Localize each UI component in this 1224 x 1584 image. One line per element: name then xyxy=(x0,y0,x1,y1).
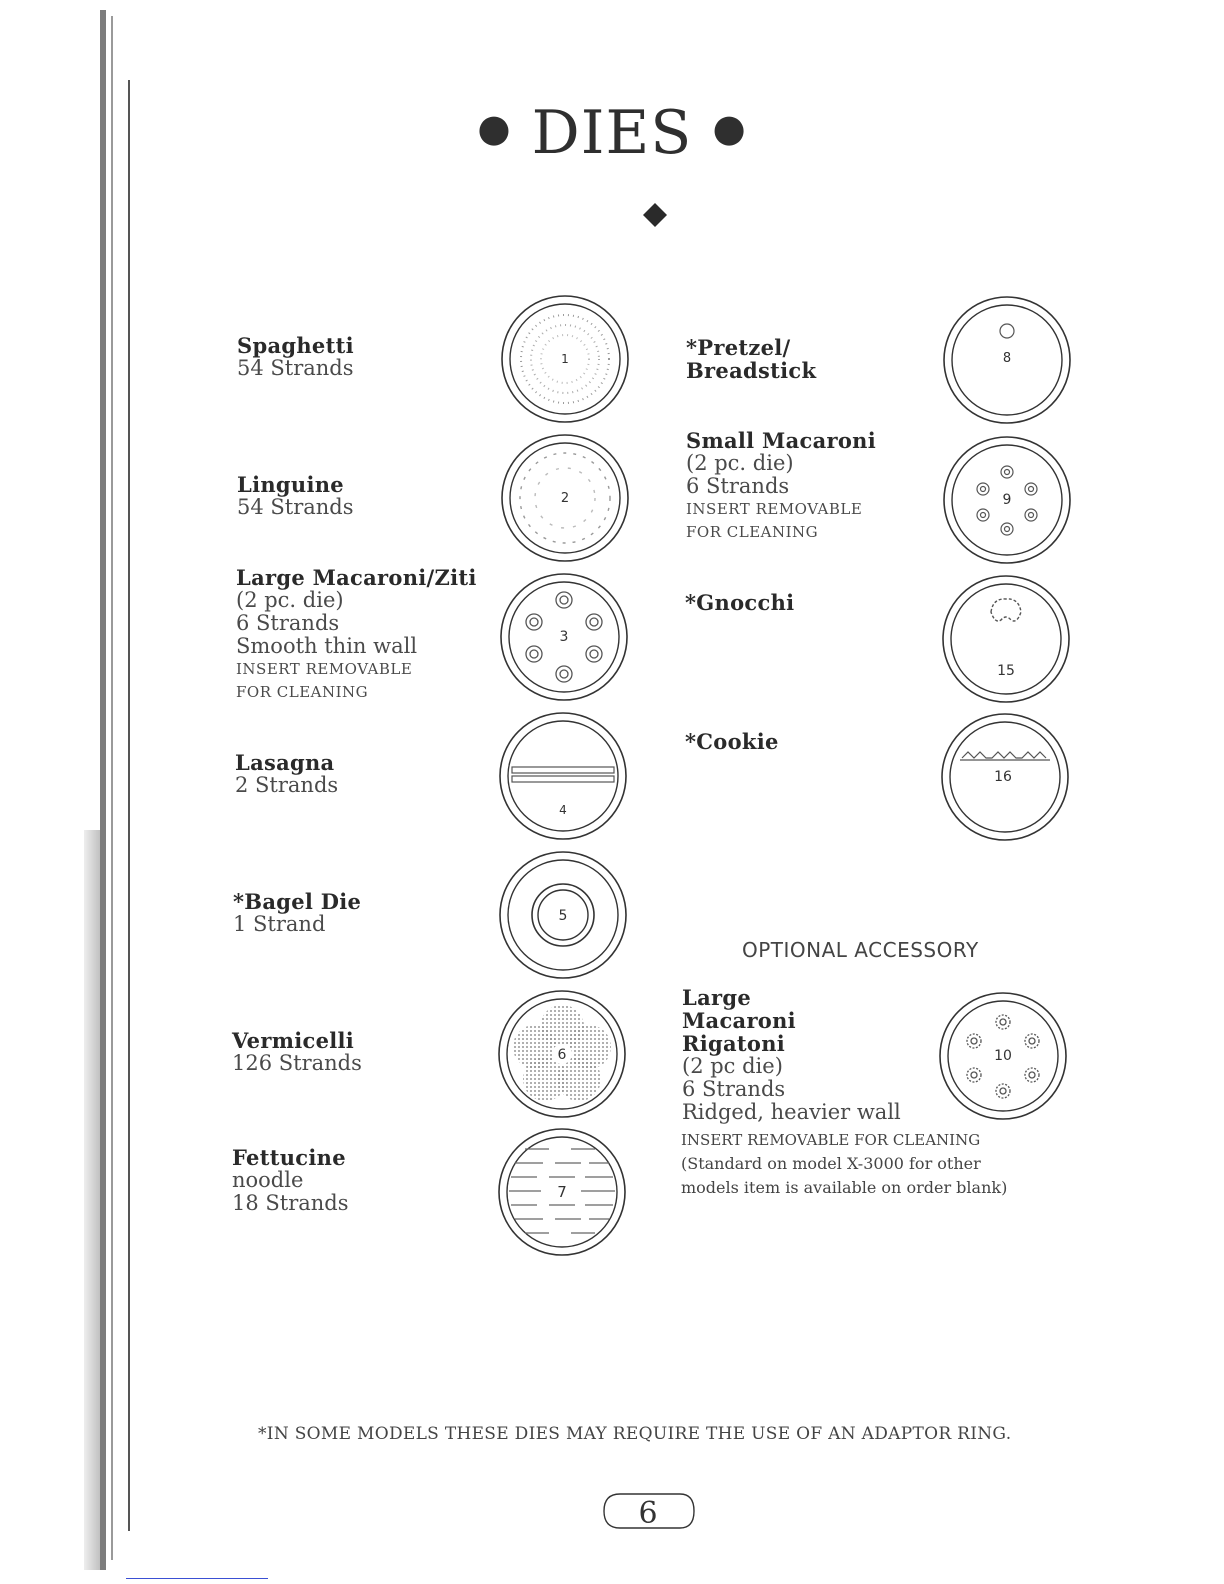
die-name: Lasagna xyxy=(235,750,335,775)
page-number xyxy=(600,1490,696,1532)
die-name: *Bagel Die xyxy=(233,889,362,914)
die-entry-pretzel: *Pretzel/ Breadstick xyxy=(686,335,817,383)
die-name: Spaghetti xyxy=(237,333,354,358)
svg-text:6: 6 xyxy=(557,1047,567,1063)
svg-text:5: 5 xyxy=(558,908,568,924)
die-name: Linguine xyxy=(237,472,344,497)
die-entry-small-macaroni: Small Macaroni (2 pc. die) 6 Strands INSERT REMOVABLE FOR CLEANING xyxy=(686,428,877,541)
svg-text:4: 4 xyxy=(559,803,567,817)
die-entry-rigatoni: Large Macaroni Rigatoni (2 pc die) 6 Strands Ridged, heavier wall xyxy=(682,985,901,1124)
die-name: Small Macaroni xyxy=(686,428,877,453)
die-2-linguine-icon xyxy=(500,433,630,563)
die-6-vermicelli-icon xyxy=(497,989,627,1119)
die-3-large-macaroni-icon xyxy=(499,572,629,702)
svg-text:3: 3 xyxy=(559,629,569,645)
die-entry-fettucine: Fettucine noodle 18 Strands xyxy=(232,1145,349,1215)
svg-text:10: 10 xyxy=(994,1048,1012,1064)
svg-text:9: 9 xyxy=(1002,492,1012,508)
die-entry-spaghetti: Spaghetti 54 Strands xyxy=(237,333,354,380)
die-name: *Pretzel/ xyxy=(686,335,791,360)
book-binding xyxy=(84,10,136,1570)
svg-text:1: 1 xyxy=(561,352,569,366)
svg-text:2: 2 xyxy=(560,491,570,506)
die-10-rigatoni-icon xyxy=(938,991,1068,1121)
diamond-ornament-icon xyxy=(643,203,667,227)
die-1-spaghetti-icon xyxy=(500,294,630,424)
rigatoni-note: INSERT REMOVABLE FOR CLEANING (Standard on model X-3000 for other models item is available on order blank) xyxy=(681,1131,1008,1197)
die-entry-gnocchi xyxy=(685,591,794,614)
die-name: Fettucine xyxy=(232,1145,346,1170)
die-9-small-macaroni-icon xyxy=(942,435,1072,565)
die-8-pretzel-icon xyxy=(942,295,1072,425)
die-7-fettucine-icon xyxy=(497,1127,627,1257)
svg-text:8: 8 xyxy=(1002,351,1012,366)
die-name: Large Macaroni/Ziti xyxy=(236,565,477,590)
die-15-gnocchi-icon xyxy=(941,574,1071,704)
adaptor-ring-footnote: *IN SOME MODELS THESE DIES MAY REQUIRE THE USE OF AN ADAPTOR RING. xyxy=(258,1424,1012,1444)
die-entry-cookie xyxy=(685,730,779,753)
die-name: *Gnocchi xyxy=(685,590,795,615)
svg-text:6: 6 xyxy=(638,1496,658,1531)
optional-accessory-heading: OPTIONAL ACCESSORY xyxy=(742,938,979,962)
die-entry-vermicelli: Vermicelli 126 Strands xyxy=(232,1028,362,1075)
die-entry-lasagna: Lasagna 2 Strands xyxy=(235,750,339,797)
die-name: Vermicelli xyxy=(232,1028,355,1053)
svg-text:15: 15 xyxy=(997,663,1015,679)
page-title: ● DIES ● xyxy=(477,98,747,168)
die-entry-large-macaroni: Large Macaroni/Ziti (2 pc. die) 6 Strands Smooth thin wall INSERT REMOVABLE FOR CLEANING xyxy=(236,565,477,701)
die-5-bagel-icon xyxy=(498,850,628,980)
svg-text:7: 7 xyxy=(557,1183,567,1201)
blue-underline xyxy=(126,1578,268,1579)
die-name: *Cookie xyxy=(685,729,779,754)
die-4-lasagna-icon xyxy=(498,711,628,841)
die-16-cookie-icon xyxy=(940,712,1070,842)
svg-text:16: 16 xyxy=(994,769,1012,785)
die-entry-linguine: Linguine 54 Strands xyxy=(237,472,354,519)
die-entry-bagel: *Bagel Die 1 Strand xyxy=(233,889,362,936)
